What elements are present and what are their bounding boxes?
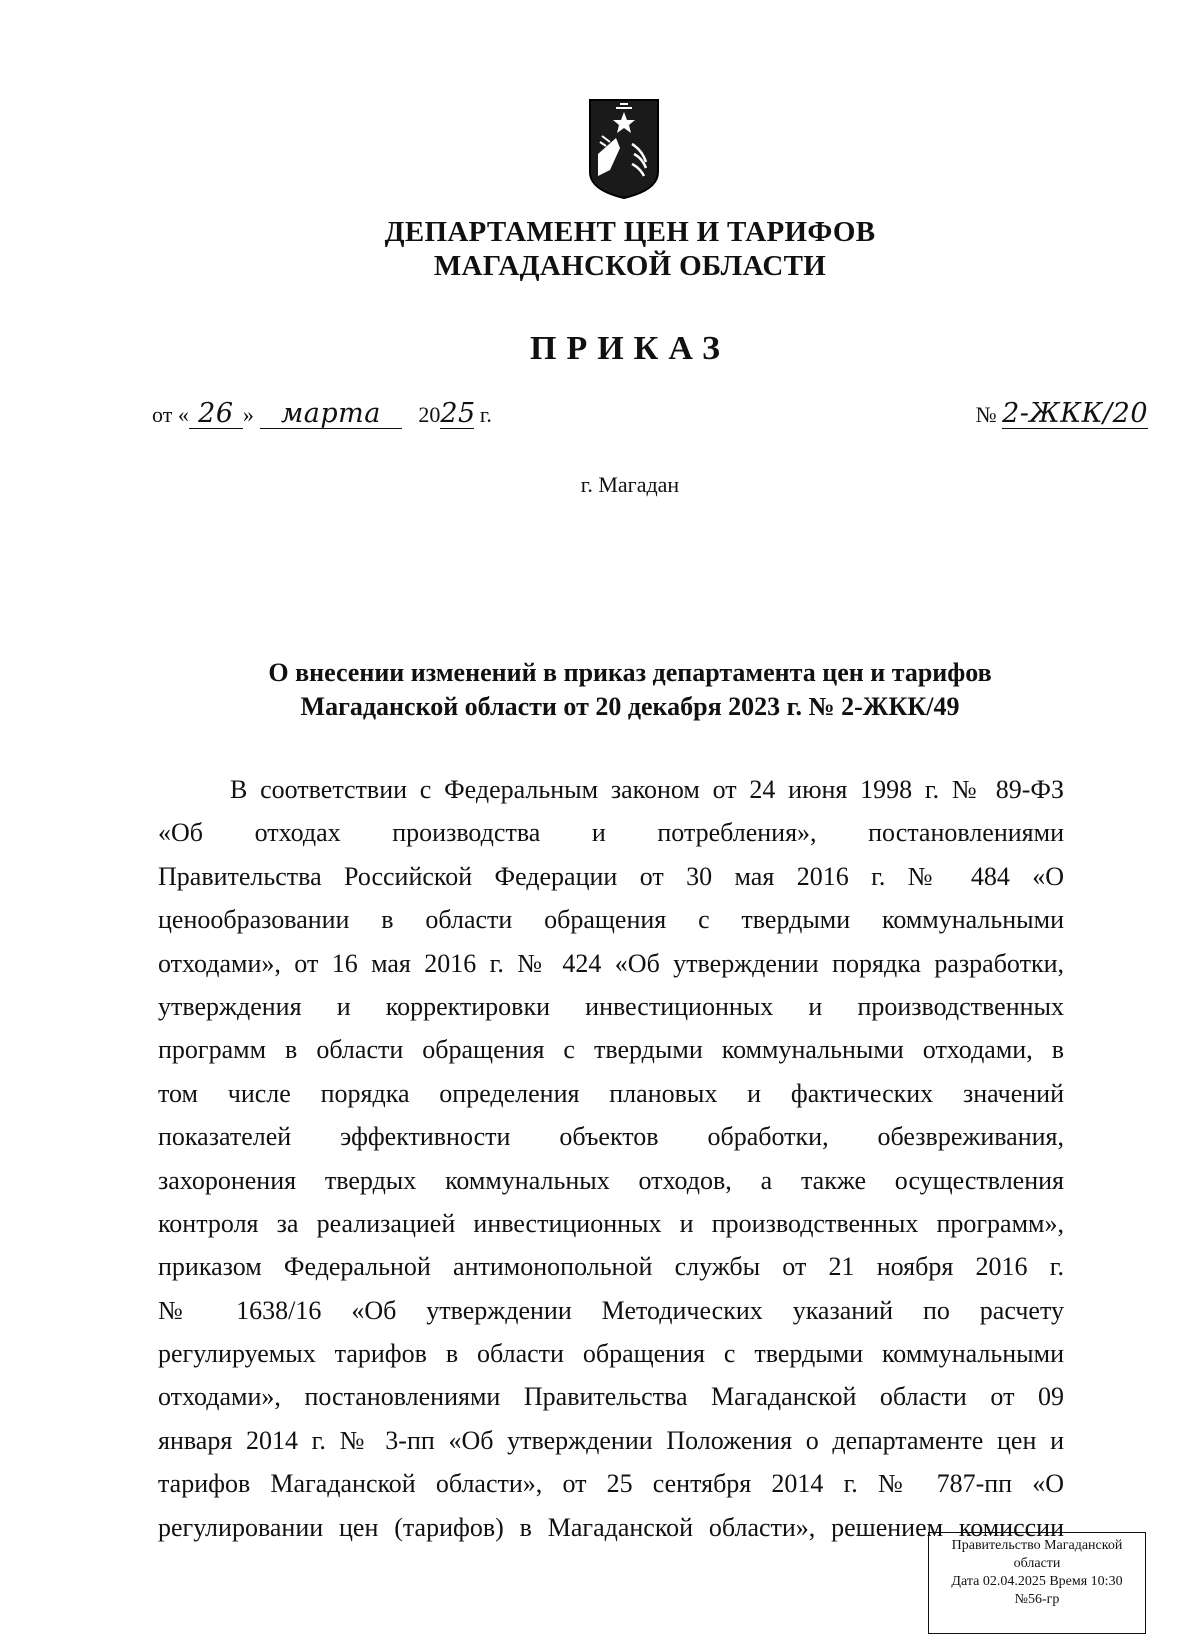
subject-line2: Магаданской области от 20 декабря 2023 г. № 2-ЖКК/49 — [300, 692, 960, 721]
body-line: «Об отходах производства и потребления», постановлениями — [158, 818, 1064, 848]
number-handwritten: 2-ЖКК/20 — [1002, 398, 1148, 429]
date-day-handwritten: 26 — [189, 400, 243, 429]
date-year-end: г. — [479, 402, 492, 427]
date-mid: » — [242, 402, 254, 427]
body-line: В соответствии с Федеральным законом от 24 июня 1998 г. № 89-ФЗ — [230, 775, 1064, 804]
body-paragraph — [158, 768, 1064, 1549]
stamp-line4: №56-гр — [1014, 1592, 1060, 1607]
body-line: захоронения твердых коммунальных отходов, а также осуществления — [158, 1165, 1064, 1195]
body-line: том числе порядка определения плановых и фактических значений — [158, 1078, 1064, 1108]
body-line: программ в области обращения с твердыми коммунальными отходами, в — [158, 1035, 1064, 1065]
body-line: регулировании цен (тарифов) в Магаданской области», решением комиссии — [158, 1512, 1064, 1542]
date-month-handwritten: марта — [260, 400, 402, 429]
body-line: отходами», постановлениями Правительства Магаданской области от 09 — [158, 1382, 1064, 1412]
department-name-line2: МАГАДАНСКОЙ ОБЛАСТИ — [433, 250, 827, 282]
number-prefix: № — [975, 402, 997, 427]
body-line: контроля за реализацией инвестиционных и производственных программ», — [158, 1208, 1064, 1238]
registration-stamp — [928, 1532, 1146, 1634]
body-line: приказом Федеральной антимонопольной службы от 21 ноября 2016 г. — [158, 1252, 1064, 1282]
body-line: января 2014 г. № 3-пп «Об утверждении Положения о департаменте цен и — [158, 1425, 1064, 1455]
body-line: тарифов Магаданской области», от 25 сентября 2014 г. № 787-пп «О — [158, 1469, 1064, 1499]
body-line: № 1638/16 «Об утверждении Методических указаний по расчету — [158, 1295, 1064, 1325]
body-line: утверждения и корректировки инвестиционных и производственных — [158, 991, 1064, 1021]
stamp-line3: Дата 02.04.2025 Время 10:30 — [951, 1574, 1123, 1589]
date-year-handwritten: 25 — [440, 398, 476, 429]
date-year-prefix: 20 — [418, 402, 441, 427]
body-line: показателей эффективности объектов обработки, обезвреживания, — [158, 1122, 1064, 1152]
stamp-line2: области — [1013, 1556, 1061, 1571]
body-line: отходами», от 16 мая 2016 г. № 424 «Об утверждении порядка разработки, — [158, 948, 1064, 978]
department-name-line1: ДЕПАРТАМЕНТ ЦЕН И ТАРИФОВ — [384, 216, 876, 248]
order-number — [976, 400, 1148, 429]
coat-of-arms-icon — [586, 98, 662, 200]
stamp-line1: Правительство Магаданской — [951, 1538, 1123, 1553]
city: г. Магадан — [580, 472, 680, 497]
body-line: регулируемых тарифов в области обращения с твердыми коммунальными — [158, 1339, 1064, 1369]
body-line: Правительства Российской Федерации от 30 мая 2016 г. № 484 «О — [158, 861, 1064, 891]
order-date — [152, 400, 492, 429]
subject-line1: О внесении изменений в приказ департамента цен и тарифов — [268, 658, 992, 687]
document-title: ПРИКАЗ — [530, 330, 730, 367]
date-prefix: от « — [152, 402, 189, 427]
body-line: ценообразовании в области обращения с твердыми коммунальными — [158, 905, 1064, 935]
